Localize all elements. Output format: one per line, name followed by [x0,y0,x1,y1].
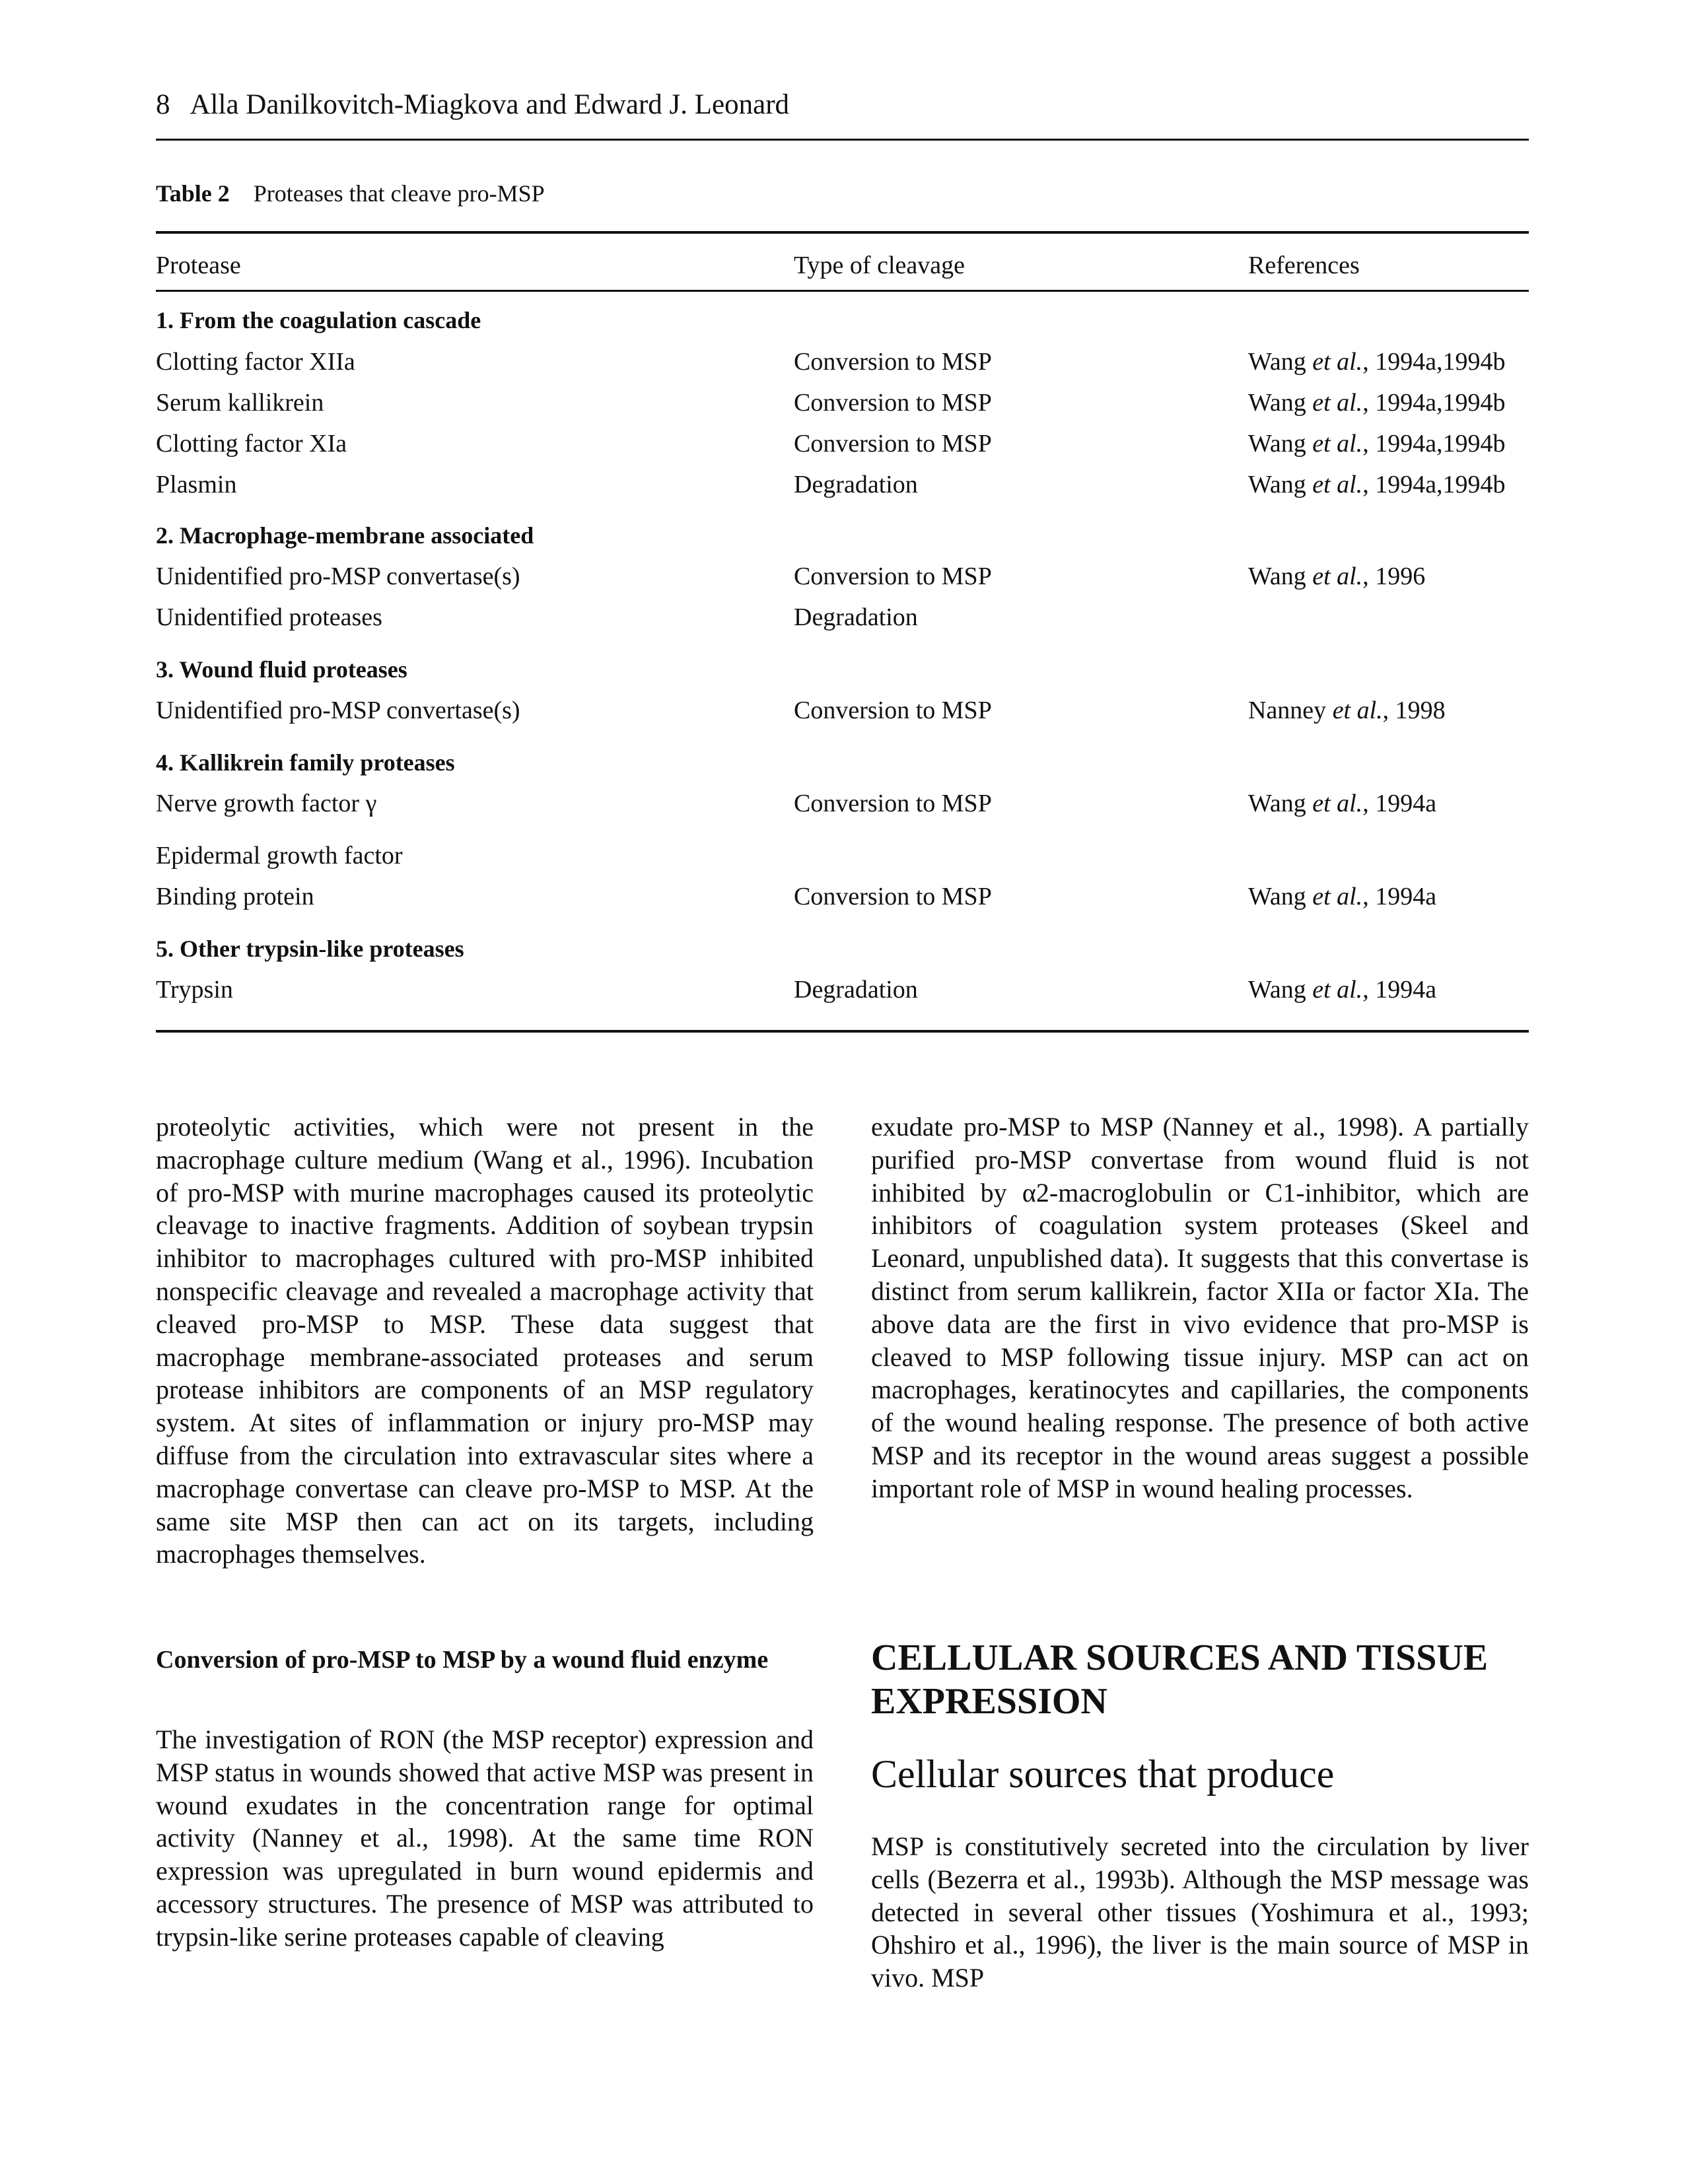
reference-cell: Wang et al., 1994a,1994b [1248,389,1506,417]
cleavage-cell: Conversion to MSP [794,883,992,910]
protease-cell: Nerve growth factor γ [156,790,377,817]
section-heading: CELLULAR SOURCES AND TISSUE EXPRESSION [871,1637,1489,1722]
column-header-cleavage: Type of cleavage [794,252,965,279]
reference-cell: Wang et al., 1994a [1248,790,1437,817]
reference-cell: Wang et al., 1996 [1248,563,1426,590]
cleavage-cell: Conversion to MSP [794,348,992,376]
header-authors: Alla Danilkovitch-Miagkova and Edward J. Leonard [190,89,790,120]
protease-cell: Trypsin [156,976,233,1004]
table-caption [156,180,545,207]
table-top-rule [156,231,1529,234]
cleavage-cell: Conversion to MSP [794,563,992,590]
cleavage-cell: Degradation [794,976,918,1004]
left-column-paragraph-2: The investigation of RON (the MSP receptor) expression and MSP status in wounds showed that active MSP was present in wound exudates in the concentration range for optimal activity (Nanney et al., 1998). At the same time RON expression was upregulated in burn wound epidermis and accessory structures. The presence of MSP was attributed to trypsin-like serine proteases capable of cleaving [156,1724,814,1952]
right-column-paragraph-2: MSP is constitutively secreted into the circulation by liver cells (Bezerra et al., 1993b). Although the MSP message was detected in several other tissues (Yoshimura et al., 1993; Ohshiro et al., 1996), the liver is the main source of MSP in vivo. MSP [871,1831,1529,1993]
table-header-rule [156,290,1529,292]
cleavage-cell: Degradation [794,471,918,498]
cleavage-cell: Conversion to MSP [794,697,992,724]
cleavage-cell: Conversion to MSP [794,790,992,817]
cleavage-cell: Conversion to MSP [794,389,992,417]
protease-cell: Serum kallikrein [156,389,324,417]
page-number: 8 [156,89,170,120]
table-group-title: 5. Other trypsin-like proteases [156,936,464,962]
reference-cell: Wang et al., 1994a,1994b [1248,471,1506,498]
reference-cell: Wang et al., 1994a [1248,976,1437,1004]
column-header-references: References [1248,252,1360,279]
reference-cell: Wang et al., 1994a [1248,883,1437,910]
column-header-protease: Protease [156,252,241,279]
header-rule [156,139,1529,141]
table-group-title: 3. Wound fluid proteases [156,656,407,683]
protease-cell: Unidentified proteases [156,603,382,631]
reference-cell: Wang et al., 1994a,1994b [1248,348,1506,376]
reference-cell: Wang et al., 1994a,1994b [1248,430,1506,458]
protease-cell: Unidentified pro-MSP convertase(s) [156,697,520,724]
left-column-subheading: Conversion of pro-MSP to MSP by a wound fluid enzyme [156,1646,769,1674]
protease-cell: Plasmin [156,471,237,498]
protease-cell: Epidermal growth factor [156,842,403,870]
cleavage-cell: Conversion to MSP [794,430,992,458]
right-column-paragraph-1: exudate pro-MSP to MSP (Nanney et al., 1998). A partially purified pro-MSP convertase from wound fluid is not inhibited by α2-macroglobulin or C1-inhibitor, which are inhibitors of coagulation system proteases (Skeel and Leonard, unpublished data). It suggests that this convertase is distinct from serum kallikrein, factor XIIa or factor XIa. The above data are the first in vivo evidence that pro-MSP is cleaved to MSP following tissue injury. MSP can act on macrophages, keratinocytes and capillaries, the components of the wound healing response. The presence of both active MSP and its receptor in the wound areas suggest a possible important role of MSP in wound healing processes. [871,1112,1529,1503]
table-group-title: 1. From the coagulation cascade [156,307,481,333]
reference-cell: Nanney et al., 1998 [1248,697,1446,724]
protease-cell: Unidentified pro-MSP convertase(s) [156,563,520,590]
cleavage-cell: Degradation [794,603,918,631]
table-title: Proteases that cleave pro-MSP [253,180,545,207]
table-bottom-rule [156,1030,1529,1033]
protease-cell: Clotting factor XIa [156,430,347,458]
table-label: Table 2 [156,180,230,207]
protease-cell: Clotting factor XIIa [156,348,355,376]
table-group-title: 4. Kallikrein family proteases [156,749,455,776]
running-header [156,88,1529,121]
subsection-heading: Cellular sources that produce [871,1752,1335,1796]
protease-cell: Binding protein [156,883,314,910]
table-group-title: 2. Macrophage-membrane associated [156,522,534,549]
left-column-paragraph-1: proteolytic activities, which were not present in the macrophage culture medium (Wang et al., 1996). Incubation of pro-MSP with murine macrophages caused its proteolytic cleavage to inactive fragments. Addition of soybean trypsin inhibitor to macrophages cultured with pro-MSP inhibited nonspecific cleavage and revealed a macrophage activity that cleaved pro-MSP to MSP. These data suggest that macrophage membrane-associated proteases and serum protease inhibitors are components of an MSP regulatory system. At sites of inflammation or injury pro-MSP may diffuse from the circulation into extravascular sites where a macrophage convertase can cleave pro-MSP to MSP. At the same site MSP then can act on its targets, including macrophages themselves. [156,1112,814,1569]
